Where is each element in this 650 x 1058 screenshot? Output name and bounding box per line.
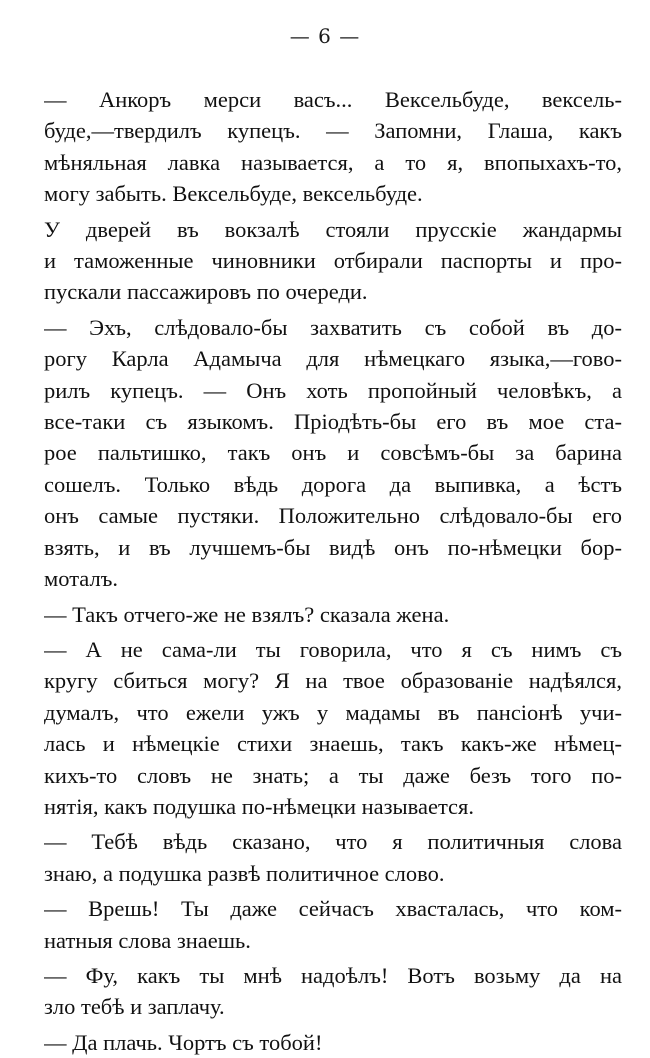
text-line: — Фу, какъ ты мнѣ надоѣлъ! Вотъ возьму да на <box>44 962 622 988</box>
text-line: кихъ-то словъ не знать; а ты даже безъ того по- <box>44 762 622 788</box>
text-line: — Эхъ, слѣдовало-бы захватить съ собой въ до- <box>44 314 622 340</box>
text-line: У дверей въ вокзалѣ стояли прусскіе жандармы <box>44 216 622 242</box>
text-line: зло тебѣ и заплачу. <box>44 994 225 1020</box>
text-line: моталъ. <box>44 566 118 592</box>
text-line: — Врешь! Ты даже сейчасъ хвасталась, что ком- <box>44 896 622 922</box>
paragraph <box>44 312 622 595</box>
text-line: могу забыть. Вексельбуде, вексельбуде. <box>44 181 423 207</box>
text-line: — Такъ отчего-же не взялъ? сказала жена. <box>44 601 450 627</box>
text-line: знаю, а подушка развѣ политичное слово. <box>44 860 445 886</box>
paragraph <box>44 1027 622 1058</box>
text-line: — Анкоръ мерси васъ... Вексельбуде, вексель- <box>44 87 622 112</box>
text-line: буде,—твердилъ купецъ. — Запомни, Глаша, какъ <box>44 118 622 144</box>
paragraph <box>44 599 622 630</box>
text-line: рогу Карла Адамыча для нѣмецкаго языка,—гово- <box>44 346 622 372</box>
text-line: онъ самые пустяки. Положительно слѣдовало-бы его <box>44 503 622 529</box>
text-line: взять, и въ лучшемъ-бы видѣ онъ по-нѣмецки бор- <box>44 534 622 560</box>
paragraph <box>44 893 622 956</box>
text-line: — Да плачь. Чортъ съ тобой! <box>44 1029 323 1055</box>
text-line: думалъ, что ежели ужъ у мадамы въ пансіонѣ учи- <box>44 699 622 725</box>
text-line: лась и нѣмецкіе стихи знаешь, такъ какъ-же нѣмец- <box>44 731 622 757</box>
text-line: мѣняльная лавка называется, а то я, впопыхахъ-то, <box>44 149 622 175</box>
page-number: — 6 — <box>289 24 361 48</box>
text-line: и таможенные чиновники отбирали паспорты и про- <box>44 248 622 274</box>
text-line: кругу сбиться могу? Я на твое образованіе надѣялся, <box>44 668 622 694</box>
paragraph <box>44 214 622 308</box>
text-line: — Тебѣ вѣдь сказано, что я политичныя слова <box>44 829 622 855</box>
text-line: сошелъ. Только вѣдь дорога да выпивка, а ѣстъ <box>44 471 622 497</box>
text-line: натныя слова знаешь. <box>44 927 251 953</box>
paragraph <box>44 960 622 1023</box>
text-line: рилъ купецъ. — Онъ хоть пропойный человѣкъ, а <box>44 377 622 403</box>
body-text <box>44 84 622 1058</box>
text-line: нятія, какъ подушка по-нѣмецки называется. <box>44 793 475 819</box>
paragraph <box>44 826 622 889</box>
text-line: рое пальтишко, такъ онъ и совсѣмъ-бы за барина <box>44 440 622 466</box>
text-line: — А не сама-ли ты говорила, что я съ нимъ съ <box>44 636 622 662</box>
paragraph <box>44 634 622 822</box>
text-line: все-таки съ языкомъ. Пріодѣть-бы его въ мое ста- <box>44 409 622 435</box>
paragraph <box>44 84 622 210</box>
text-line: пускали пассажировъ по очереди. <box>44 279 368 305</box>
